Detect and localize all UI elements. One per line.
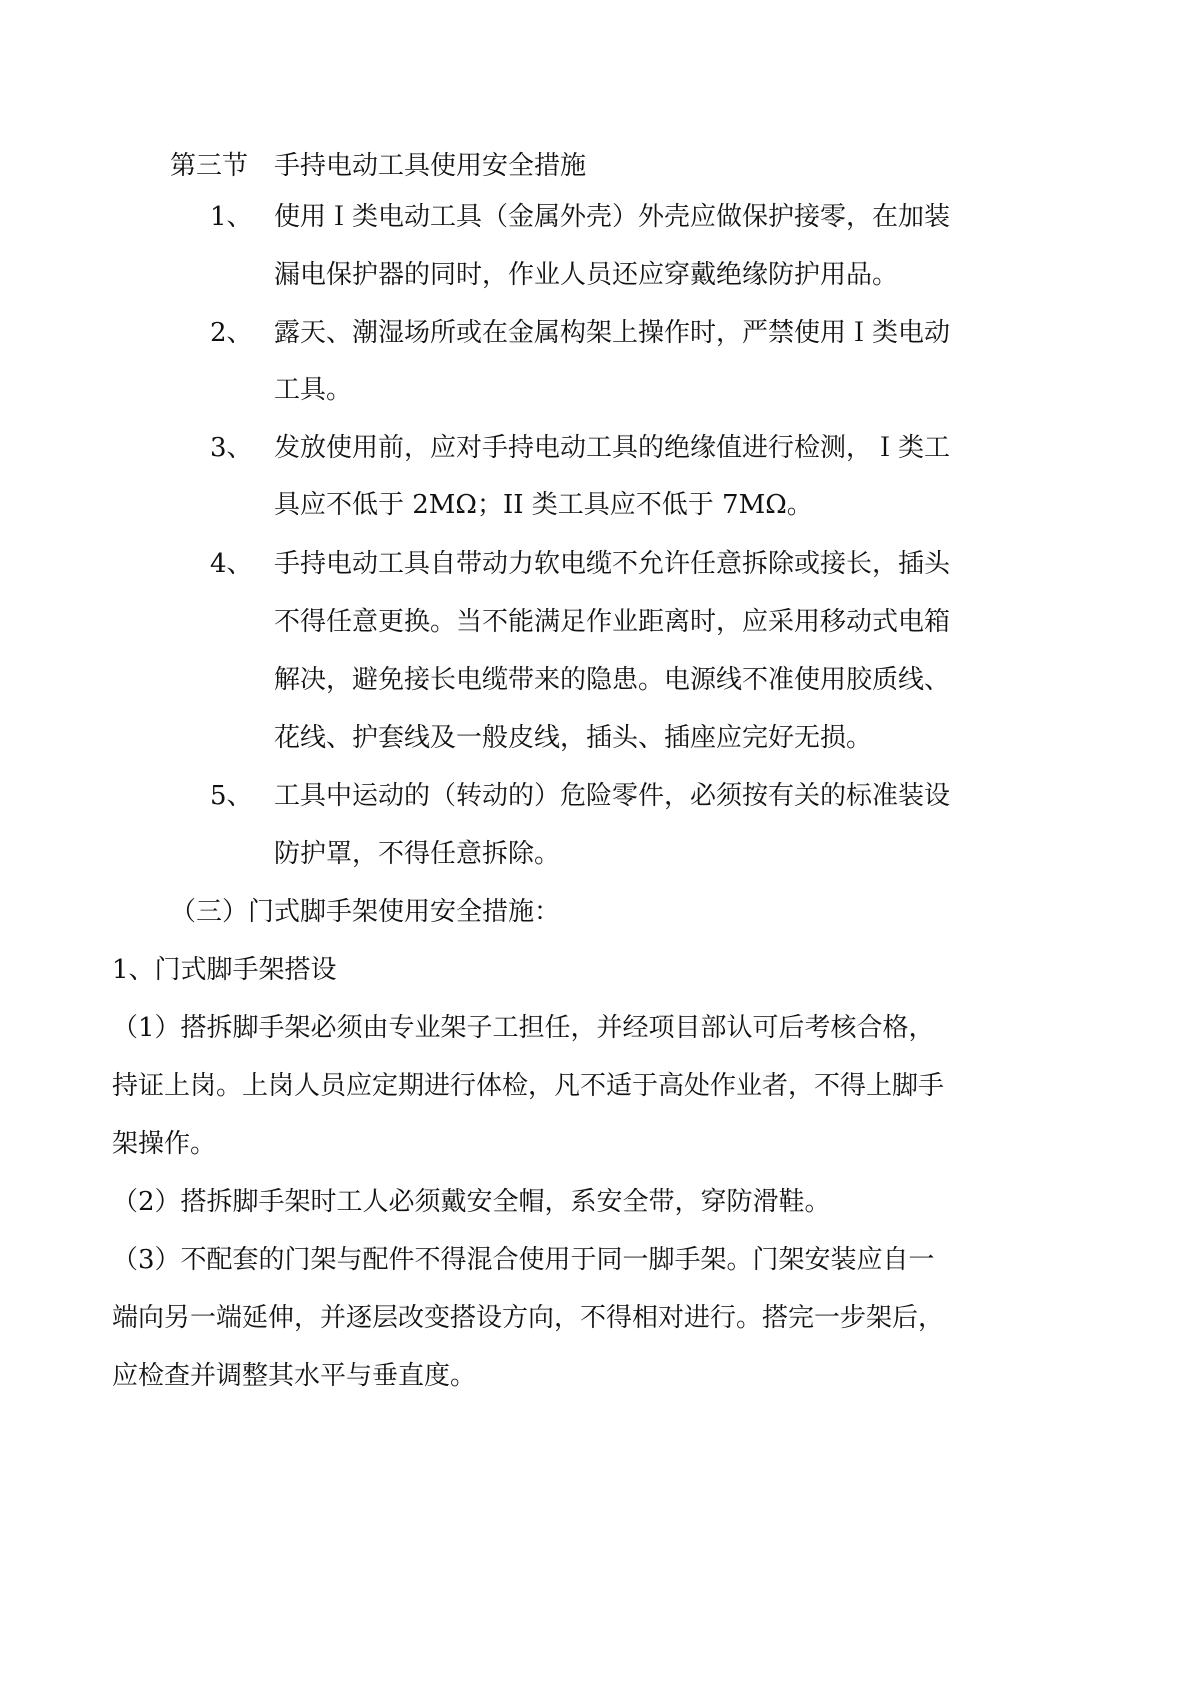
section-title: 手持电动工具使用安全措施 [274,151,587,181]
list-item-number: 3、 [210,433,253,463]
list-item-line: 防护罩，不得任意拆除。 [274,839,561,869]
list-item-line: 漏电保护器的同时，作业人员还应穿戴绝缘防护用品。 [274,260,899,290]
paragraph-line: （1）搭拆脚手架必须由专业架子工担任，并经项目部认可后考核合格， [112,1013,935,1043]
list-item-line: 花线、护套线及一般皮线，插头、插座应完好无损。 [274,723,873,753]
list-item-line: 露天、潮湿场所或在金属构架上操作时，严禁使用Ｉ类电动 [274,318,951,348]
subheading: 1、门式脚手架搭设 [112,955,337,985]
list-item-number: 2、 [210,318,253,348]
section-label: 第三节 [170,151,249,181]
paragraph-line: 架操作。 [112,1129,217,1159]
paragraph-line: （3）不配套的门架与配件不得混合使用于同一脚手架。门架安装应自一 [112,1245,935,1275]
subsection-heading: （三）门式脚手架使用安全措施： [170,897,561,927]
list-item-line: 解决，避免接长电缆带来的隐患。电源线不准使用胶质线、 [274,665,951,695]
list-item-line: 工具。 [274,375,353,405]
list-item-number: 1、 [210,202,253,232]
list-item-line: 使用Ｉ类电动工具（金属外壳）外壳应做保护接零，在加装 [274,202,951,232]
list-item-line: 手持电动工具自带动力软电缆不允许任意拆除或接长，插头 [274,549,951,579]
list-item-number: 5、 [210,781,253,811]
list-item-line: 工具中运动的（转动的）危险零件，必须按有关的标准装设 [274,781,951,811]
paragraph-line: 应检查并调整其水平与垂直度。 [112,1361,477,1391]
list-item-line: 发放使用前，应对手持电动工具的绝缘值进行检测，Ｉ类工 [274,433,951,463]
list-item-line: 不得任意更换。当不能满足作业距离时，应采用移动式电箱 [274,607,951,637]
paragraph-line: 持证上岗。上岗人员应定期进行体检，凡不适于高处作业者，不得上脚手 [112,1071,945,1101]
list-item-number: 4、 [210,549,253,579]
paragraph-line: （2）搭拆脚手架时工人必须戴安全帽，系安全带，穿防滑鞋。 [112,1187,831,1217]
paragraph-line: 端向另一端延伸，并逐层改变搭设方向，不得相对进行。搭完一步架后， [112,1303,945,1333]
list-item-line: 具应不低于 2MΩ；II 类工具应不低于 7MΩ。 [274,490,813,520]
